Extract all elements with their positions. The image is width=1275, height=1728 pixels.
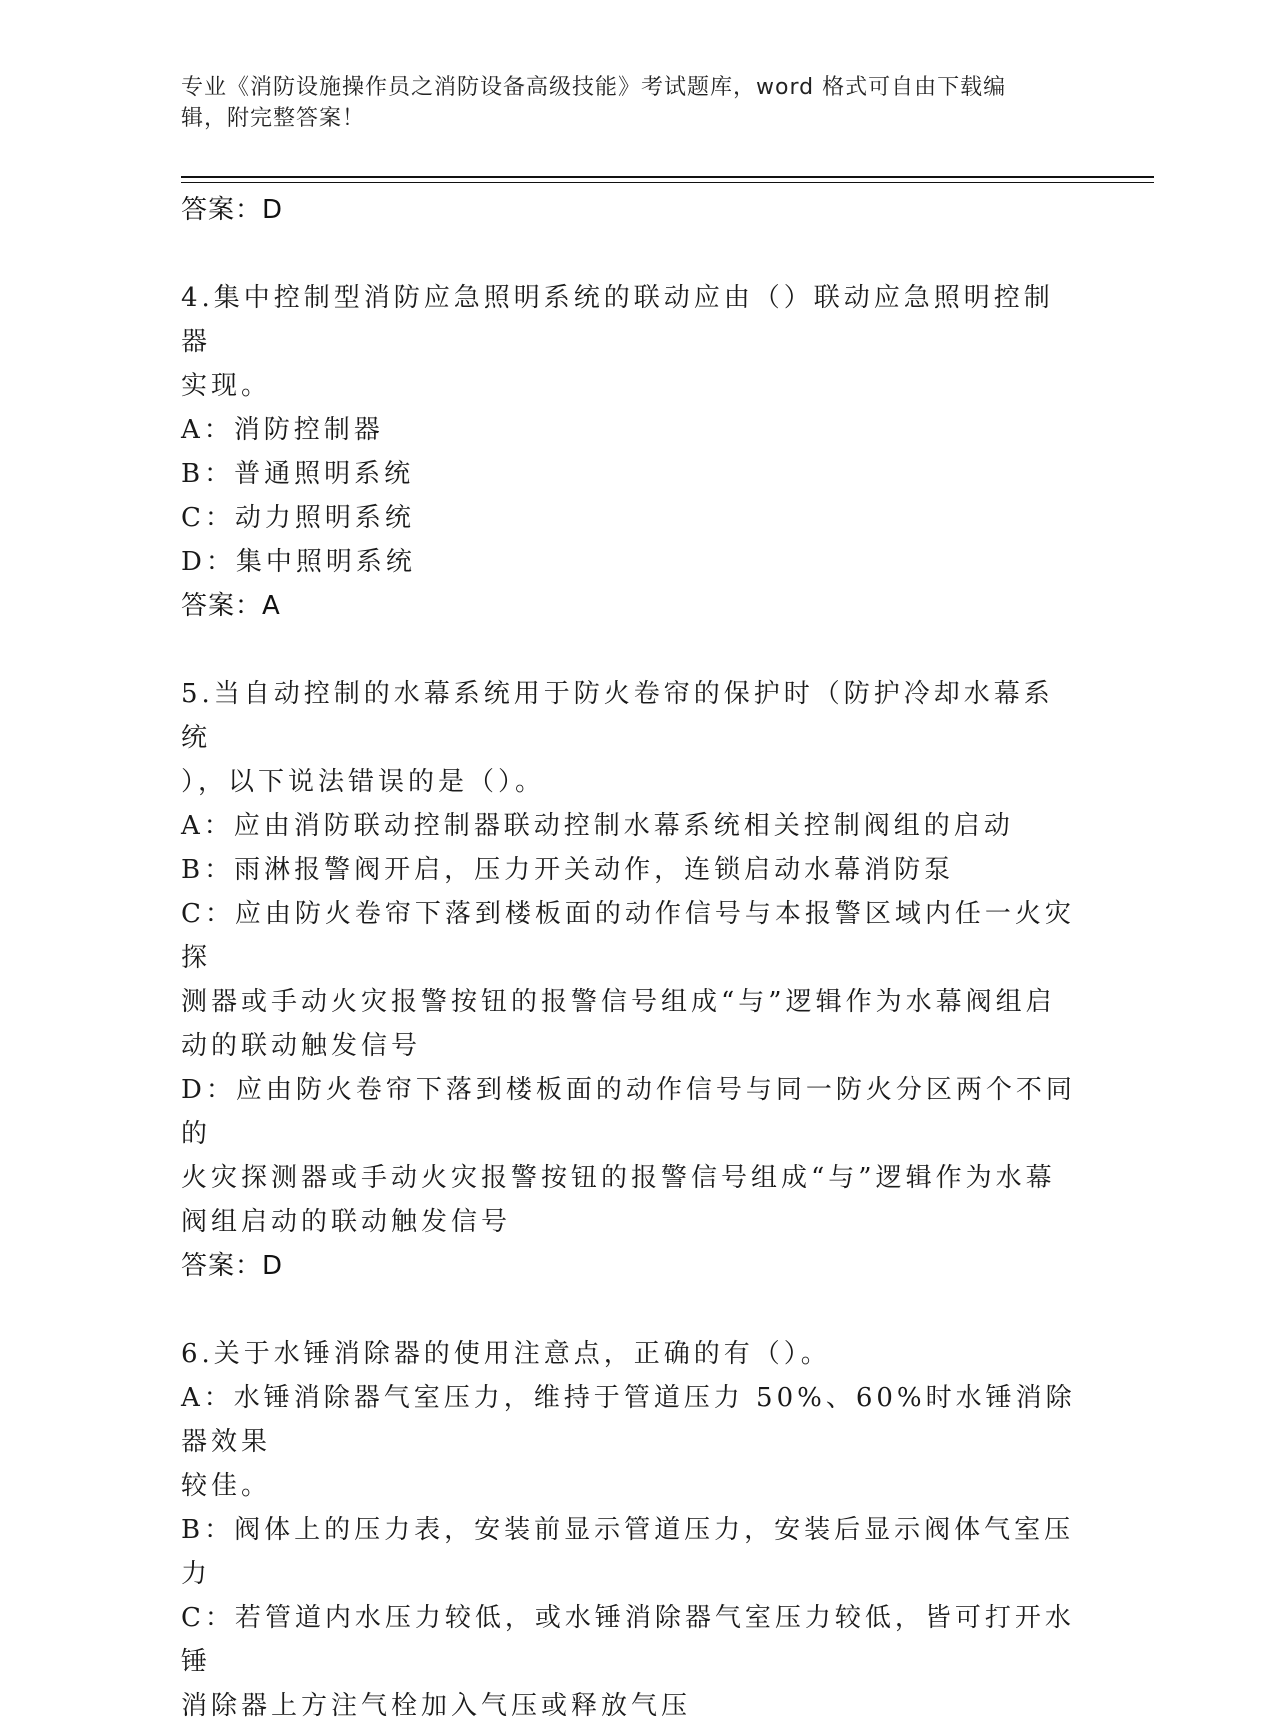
q4-stem-line-2: 实现。 [181,371,272,401]
header-line-2: 辑，附完整答案！ [181,106,366,131]
header-line-1: 专业《消防设施操作员之消防设备高级技能》考试题库，word 格式可自由下载编 [181,75,1007,100]
q5-option-b: B：雨淋报警阀开启，压力开关动作，连锁启动水幕消防泵 [181,855,955,885]
q6-option-a-line-2: 较佳。 [181,1471,272,1501]
q4-option-b: B：普通照明系统 [181,459,415,489]
q4-option-d: D：集中照明系统 [181,547,416,577]
q6-option-c-line-2: 消除器上方注气栓加入气压或释放气压 [181,1691,692,1721]
q5-stem-line-2: ），以下说法错误的是（）。 [181,767,546,797]
header-divider-thin [181,182,1154,183]
q5-option-a: A：应由消防联动控制器联动控制水幕系统相关控制阀组的启动 [181,811,1014,841]
q5-answer: 答案：D [181,1251,284,1281]
question-6 [181,1332,1081,1728]
q4-option-a: A：消防控制器 [181,415,384,445]
question-4 [181,276,1081,628]
q5-option-d-line-2: 火灾探测器或手动火灾报警按钮的报警信号组成“与”逻辑作为水幕 [181,1163,1056,1193]
question-content [181,188,1081,1728]
spacer [181,1288,1081,1332]
q5-stem-line-1: 5.当自动控制的水幕系统用于防火卷帘的保护时（防护冷却水幕系统 [181,679,1054,753]
q4-answer: 答案：A [181,591,281,621]
q5-option-c-line-1: C：应由防火卷帘下落到楼板面的动作信号与本报警区域内任一火灾探 [181,899,1075,973]
q5-option-c-line-3: 动的联动触发信号 [181,1031,422,1061]
header-divider-thick [181,176,1154,178]
spacer [181,628,1081,672]
q6-option-b: B：阀体上的压力表，安装前显示管道压力，安装后显示阀体气室压力 [181,1515,1075,1589]
q6-option-c-line-1: C：若管道内水压力较低，或水锤消除器气室压力较低，皆可打开水锤 [181,1603,1075,1677]
page-header [181,72,1061,134]
q6-option-a-line-1: A：水锤消除器气室压力，维持于管道压力 50%、60%时水锤消除器效果 [181,1383,1076,1457]
q5-option-c-line-2: 测器或手动火灾报警按钮的报警信号组成“与”逻辑作为水幕阀组启 [181,987,1056,1017]
q6-stem-line-1: 6.关于水锤消除器的使用注意点，正确的有（）。 [181,1339,831,1369]
q5-option-d-line-3: 阀组启动的联动触发信号 [181,1207,512,1237]
q4-option-c: C：动力照明系统 [181,503,415,533]
question-5 [181,672,1081,1288]
q3-answer: 答案：D [181,195,284,225]
spacer [181,232,1081,276]
q5-option-d-line-1: D：应由防火卷帘下落到楼板面的动作信号与同一防火分区两个不同的 [181,1075,1076,1149]
q4-stem-line-1: 4.集中控制型消防应急照明系统的联动应由（）联动应急照明控制器 [181,283,1054,357]
